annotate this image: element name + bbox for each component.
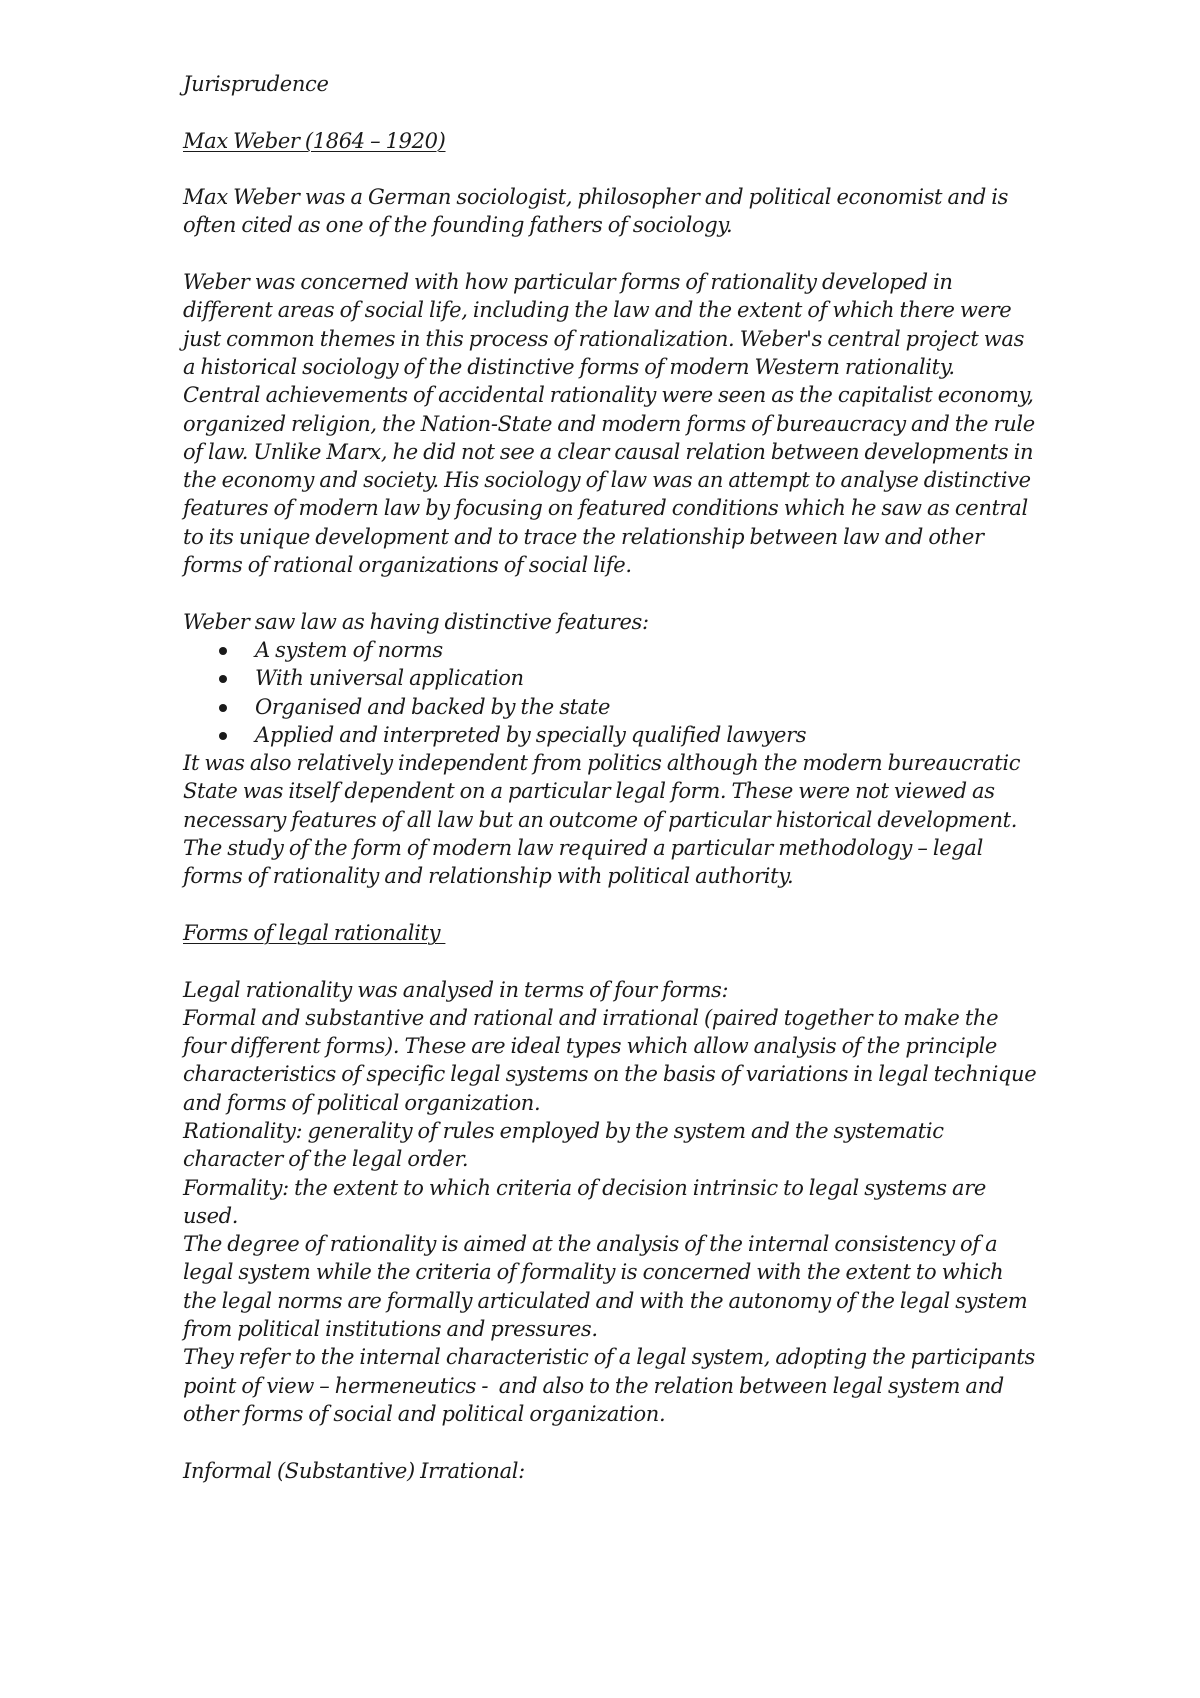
paragraph-line: Formality: the extent to which criteria of decision intrinsic to legal systems are — [183, 1175, 986, 1200]
paragraph-line: from political institutions and pressures. — [183, 1317, 598, 1342]
paragraph-line: legal system while the criteria of formality is concerned with the extent to which — [183, 1260, 1004, 1285]
paragraph-line: characteristics of specific legal systems on the basis of variations in legal technique — [183, 1062, 1037, 1087]
bullet-icon — [219, 675, 227, 683]
spacer — [183, 98, 1043, 126]
paragraph-line: of law. Unlike Marx, he did not see a clear causal relation between developments in — [183, 439, 1034, 464]
paragraph-line: the legal norms are formally articulated and with the autonomy of the legal system — [183, 1288, 1028, 1313]
document-page — [183, 70, 1043, 1485]
paragraph-line: Weber was concerned with how particular forms of rationality developed in — [183, 270, 953, 295]
section-heading-text: Max Weber (1864 – 1920) — [183, 128, 446, 153]
features-list — [183, 636, 1043, 749]
document-title: Jurisprudence — [183, 72, 329, 96]
paragraph-line: Formal and substantive and rational and irrational (paired together to make the — [183, 1005, 999, 1030]
list-item — [183, 721, 1043, 749]
paragraph-line: Legal rationality was analysed in terms of four forms: — [183, 977, 729, 1002]
final-heading: Informal (Substantive) Irrational: — [183, 1458, 525, 1483]
paragraph-line: just common themes in this process of rationalization. Weber's central project was — [183, 326, 1025, 351]
paragraph-line: Max Weber was a German sociologist, philosopher and political economist and is — [183, 185, 1009, 210]
paragraph-line: to its unique development and to trace the relationship between law and other — [183, 524, 984, 549]
spacer — [183, 579, 1043, 607]
spacer — [183, 240, 1043, 268]
features-intro: Weber saw law as having distinctive features: — [183, 609, 649, 634]
spacer — [183, 155, 1043, 183]
paragraph-line: and forms of political organization. — [183, 1090, 541, 1115]
paragraph-line: Central achievements of accidental rationality were seen as the capitalist economy, — [183, 383, 1034, 408]
intro-paragraph — [183, 183, 1043, 240]
paragraph-line: often cited as one of the founding fathers of sociology. — [183, 213, 733, 238]
bullet-icon — [219, 647, 227, 655]
paragraph-line: a historical sociology of the distinctive forms of modern Western rationality. — [183, 354, 955, 379]
paragraph-line: State was itself dependent on a particular legal form. These were not viewed as — [183, 779, 995, 804]
list-item-text: With universal application — [255, 666, 524, 691]
subsection-heading — [183, 919, 1043, 947]
paragraph-line: used. — [183, 1203, 239, 1228]
paragraph-line: They refer to the internal characteristic of a legal system, adopting the participants — [183, 1345, 1035, 1370]
section-heading — [183, 127, 1043, 155]
paragraph-line: the economy and society. His sociology of law was an attempt to analyse distinctive — [183, 468, 1031, 493]
independence-paragraph — [183, 749, 1043, 890]
paragraph-line: point of view – hermeneutics - and also to the relation between legal system and — [183, 1373, 1004, 1398]
bullet-icon — [219, 732, 227, 740]
paragraph-line: forms of rationality and relationship with political authority. — [183, 864, 794, 889]
rationality-paragraph — [183, 268, 1043, 579]
legal-rationality-paragraph — [183, 976, 1043, 1429]
list-item-text: A system of norms — [255, 637, 443, 662]
paragraph-line: character of the legal order. — [183, 1147, 469, 1172]
paragraph-line: other forms of social and political organization. — [183, 1401, 666, 1426]
paragraph-line: necessary features of all law but an outcome of particular historical development. — [183, 807, 1018, 832]
paragraph-line: It was also relatively independent from politics although the modern bureaucratic — [183, 751, 1021, 776]
list-item — [183, 664, 1043, 692]
list-item-text: Organised and backed by the state — [255, 694, 611, 719]
paragraph-line: Rationality: generality of rules employed by the system and the systematic — [183, 1118, 944, 1143]
spacer — [183, 1428, 1043, 1456]
paragraph-line: features of modern law by focusing on featured conditions which he saw as central — [183, 496, 1028, 521]
paragraph-line: four different forms). These are ideal types which allow analysis of the principle — [183, 1034, 997, 1059]
spacer — [183, 947, 1043, 975]
bullet-icon — [219, 704, 227, 712]
subsection-heading-text: Forms of legal rationality — [183, 920, 446, 945]
paragraph-line: different areas of social life, including the law and the extent of which there were — [183, 298, 1012, 323]
spacer — [183, 891, 1043, 919]
paragraph-line: forms of rational organizations of social life. — [183, 553, 632, 578]
list-item — [183, 636, 1043, 664]
paragraph-line: The degree of rationality is aimed at the analysis of the internal consistency of a — [183, 1232, 998, 1257]
paragraph-line: The study of the form of modern law required a particular methodology – legal — [183, 836, 983, 861]
list-item — [183, 693, 1043, 721]
list-item-text: Applied and interpreted by specially qualified lawyers — [255, 722, 807, 747]
paragraph-line: organized religion, the Nation-State and modern forms of bureaucracy and the rule — [183, 411, 1035, 436]
